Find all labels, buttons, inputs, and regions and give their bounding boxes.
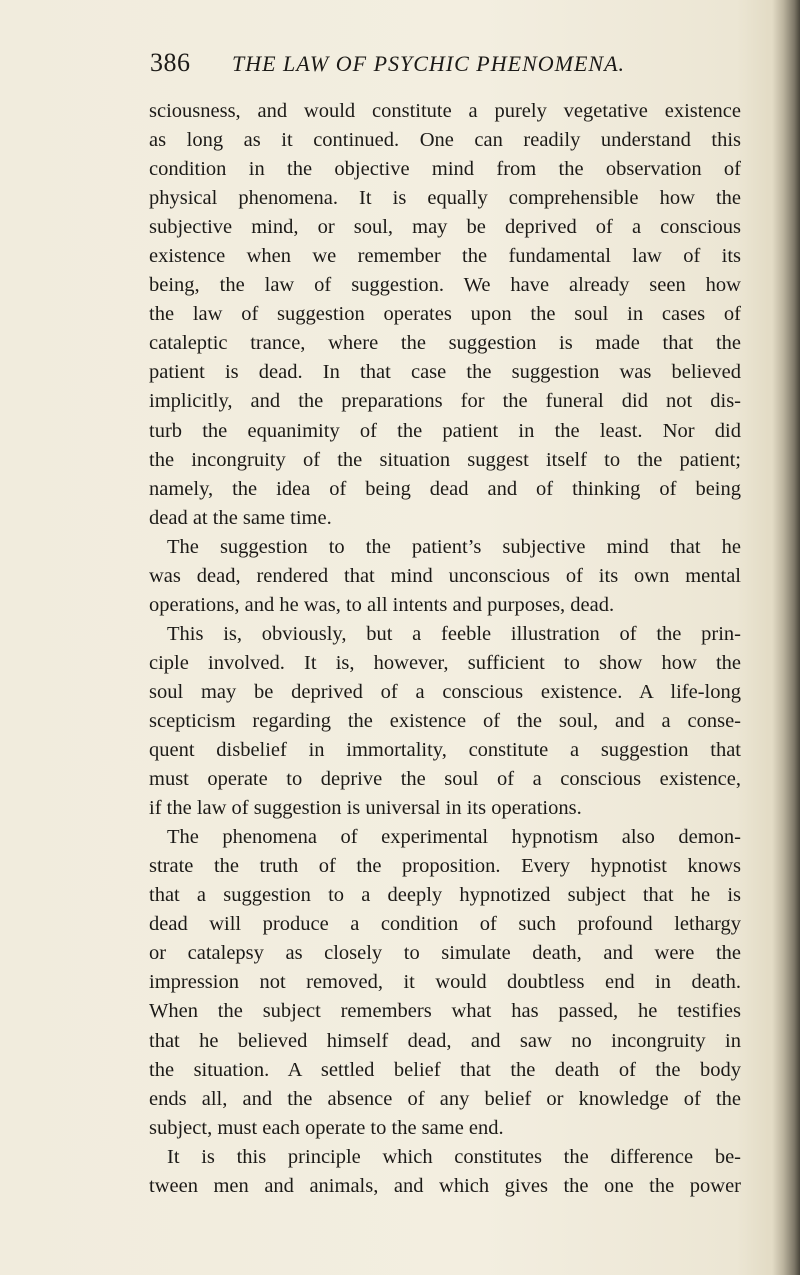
text-line: dead will produce a condition of such profound lethargy xyxy=(149,913,741,936)
page-number: 386 xyxy=(150,48,191,77)
text-line: It is this principle which constitutes the difference be- xyxy=(167,1145,741,1168)
text-line: that a suggestion to a deeply hypnotized subject that he is xyxy=(149,884,741,907)
text-line: implicitly, and the preparations for the funeral did not dis- xyxy=(149,390,741,413)
text-line: quent disbelief in immortality, constitute a suggestion that xyxy=(149,739,741,762)
text-line: operations, and he was, to all intents and purposes, dead. xyxy=(149,593,615,616)
text-line: the situation. A settled belief that the death of the body xyxy=(149,1058,741,1081)
page-edge-shadow xyxy=(772,0,800,1275)
text-line: turb the equanimity of the patient in the least. Nor did xyxy=(149,419,741,442)
text-line: The suggestion to the patient’s subjective mind that he xyxy=(167,535,741,558)
text-line: physical phenomena. It is equally comprehensible how the xyxy=(149,187,741,210)
page-header xyxy=(150,48,750,82)
running-title: THE LAW OF PSYCHIC PHENOMENA. xyxy=(232,51,626,76)
text-line: that he believed himself dead, and saw no incongruity in xyxy=(149,1029,741,1052)
text-line: When the subject remembers what has passed, he testifies xyxy=(149,1000,741,1023)
text-line: the law of suggestion operates upon the soul in cases of xyxy=(149,303,741,326)
text-line: namely, the idea of being dead and of thinking of being xyxy=(149,477,741,500)
text-line: if the law of suggestion is universal in its operations. xyxy=(149,797,582,820)
text-line: existence when we remember the fundamental law of its xyxy=(149,245,741,268)
text-line: tween men and animals, and which gives the one the power xyxy=(149,1174,741,1197)
text-line: strate the truth of the proposition. Every hypnotist knows xyxy=(149,855,741,878)
text-line: The phenomena of experimental hypnotism also demon- xyxy=(167,826,741,849)
text-line: impression not removed, it would doubtless end in death. xyxy=(149,971,741,994)
text-line: cataleptic trance, where the suggestion is made that the xyxy=(149,332,741,355)
text-line: must operate to deprive the soul of a conscious existence, xyxy=(149,768,741,791)
text-line: dead at the same time. xyxy=(149,506,332,529)
text-line: as long as it continued. One can readily understand this xyxy=(149,129,741,152)
text-line: scepticism regarding the existence of the soul, and a conse- xyxy=(149,709,741,732)
body-text xyxy=(149,97,741,1201)
text-line: soul may be deprived of a conscious existence. A life-long xyxy=(149,680,741,703)
text-line: being, the law of suggestion. We have already seen how xyxy=(149,274,741,297)
text-line: sciousness, and would constitute a purely vegetative existence xyxy=(149,100,741,122)
text-line: This is, obviously, but a feeble illustration of the prin- xyxy=(167,622,741,645)
text-line: condition in the objective mind from the observation of xyxy=(149,158,741,181)
text-line: ciple involved. It is, however, sufficient to show how the xyxy=(149,651,741,674)
text-line: ends all, and the absence of any belief or knowledge of the xyxy=(149,1087,741,1110)
text-line: was dead, rendered that mind unconscious of its own mental xyxy=(149,564,741,587)
text-line: subject, must each operate to the same end. xyxy=(149,1116,504,1139)
text-line: the incongruity of the situation suggest itself to the patient; xyxy=(149,448,741,471)
text-line: patient is dead. In that case the suggestion was believed xyxy=(149,361,741,384)
text-line: or catalepsy as closely to simulate death, and were the xyxy=(149,942,741,965)
text-line: subjective mind, or soul, may be deprived of a conscious xyxy=(149,216,741,239)
